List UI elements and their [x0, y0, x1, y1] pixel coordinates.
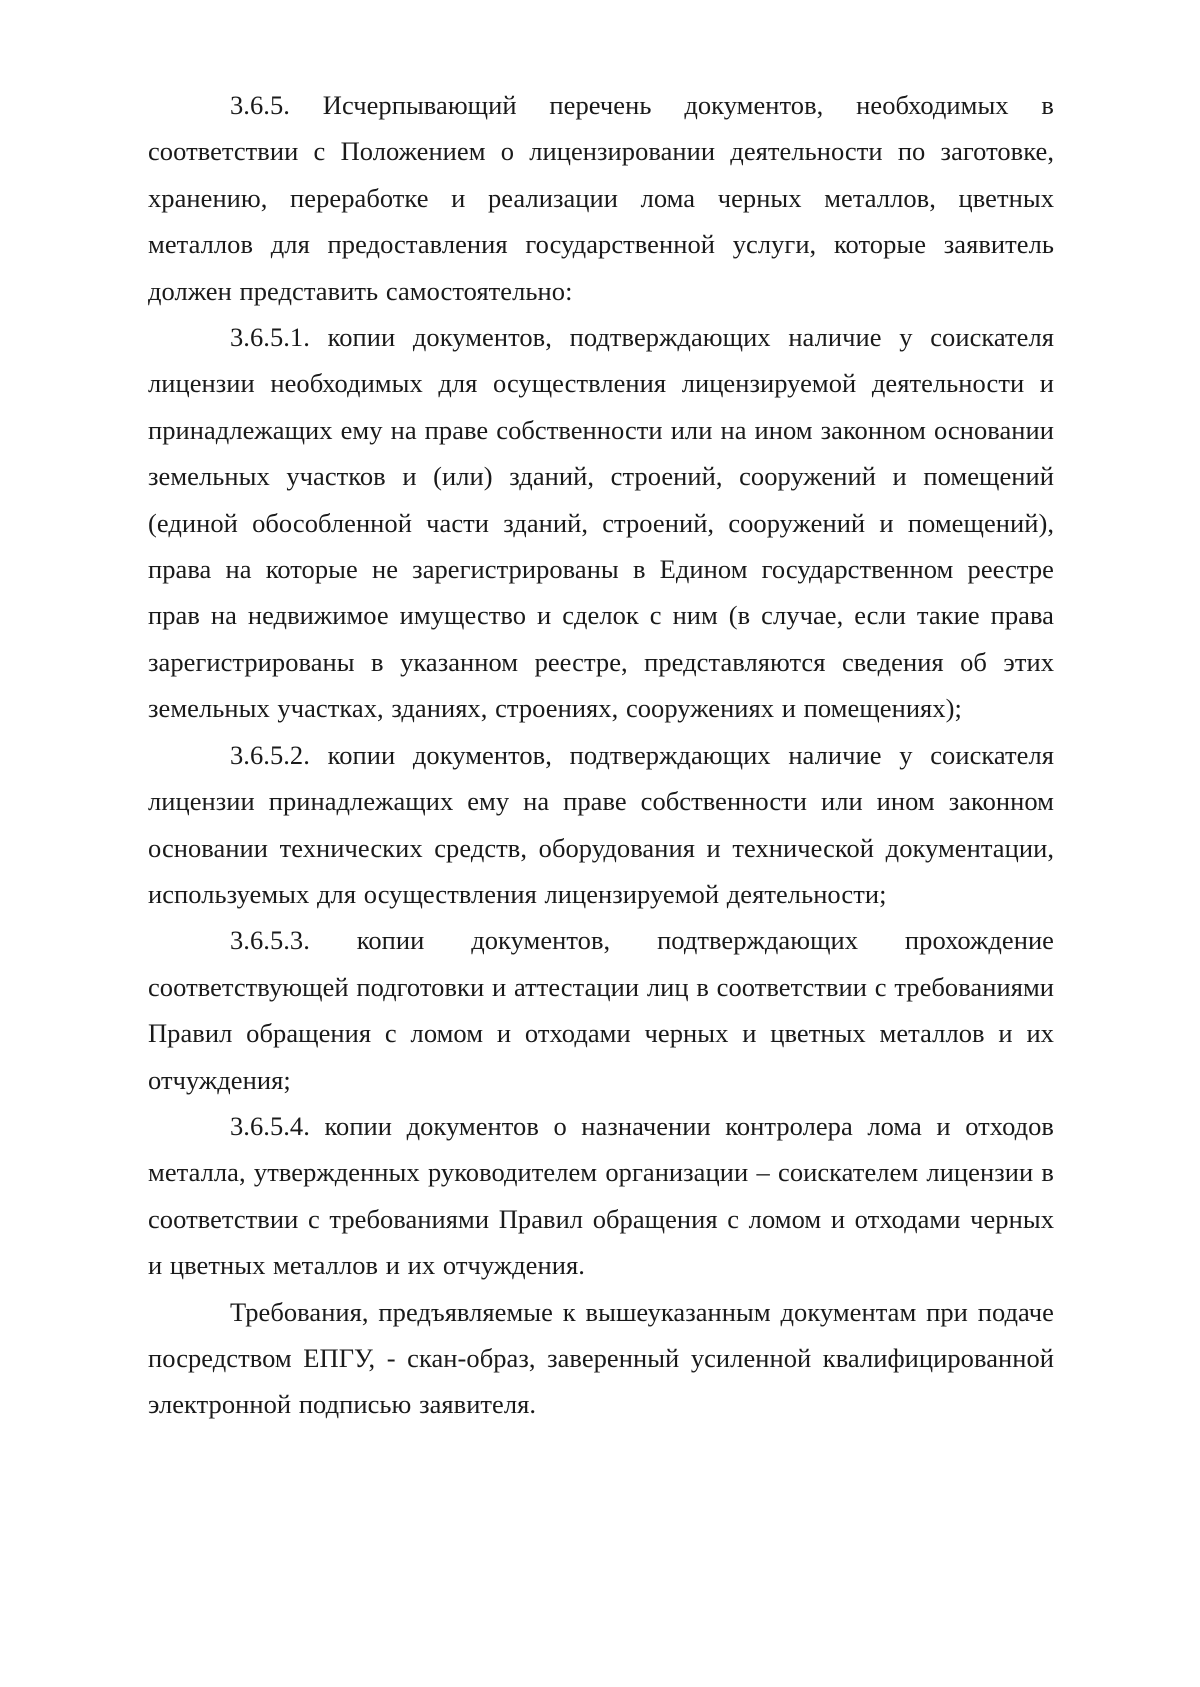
paragraph-3-6-5-1: 3.6.5.1. копии документов, подтверждающих наличие у соискателя лицензии необходимых для осуществления лицензируемой деятельности и принадлежащих ему на праве собственности или на ином законном основании земельных участков и (или) зданий, строений, сооружений и помещений (единой обособленной части зданий, строений, сооружений и помещений), права на которые не зарегистрированы в Едином государственном реестре прав на недвижимое имущество и сделок с ним (в случае, если такие права зарегистрированы в указанном реестре, представляются сведения об этих земельных участках, зданиях, строениях, сооружениях и помещениях);	[148, 322, 1054, 724]
paragraph-3-6-5: 3.6.5. Исчерпывающий перечень документов, необходимых в соответствии с Положением о лицензировании деятельности по заготовке, хранению, переработке и реализации лома черных металлов, цветных металлов для предоставления государственной услуги, которые заявитель должен представить самостоятельно:	[148, 90, 1054, 306]
paragraph-3-6-5-2: 3.6.5.2. копии документов, подтверждающих наличие у соискателя лицензии принадлежащих ему на праве собственности или ином законном основании технических средств, оборудования и технической документации, используемых для осуществления лицензируемой деятельности;	[148, 739, 1054, 909]
paragraph-3-6-5-4: 3.6.5.4. копии документов о назначении контролера лома и отходов металла, утвержденных руководителем организации – соискателем лицензии в соответствии с требованиями Правил обращения с ломом и отходами черных и цветных металлов и их отчуждения.	[148, 1110, 1054, 1281]
paragraph-requirements: Требования, предъявляемые к вышеуказанным документам при подаче посредством ЕПГУ, - скан-образ, заверенный усиленной квалифицированной электронной подписью заявителя.	[148, 1296, 1054, 1420]
document-body	[148, 82, 1054, 1428]
paragraph-3-6-5-3: 3.6.5.3. копии документов, подтверждающих прохождение соответствующей подготовки и аттестации лиц в соответствии с требованиями Правил обращения с ломом и отходами черных и цветных металлов и их отчуждения;	[148, 925, 1054, 1095]
